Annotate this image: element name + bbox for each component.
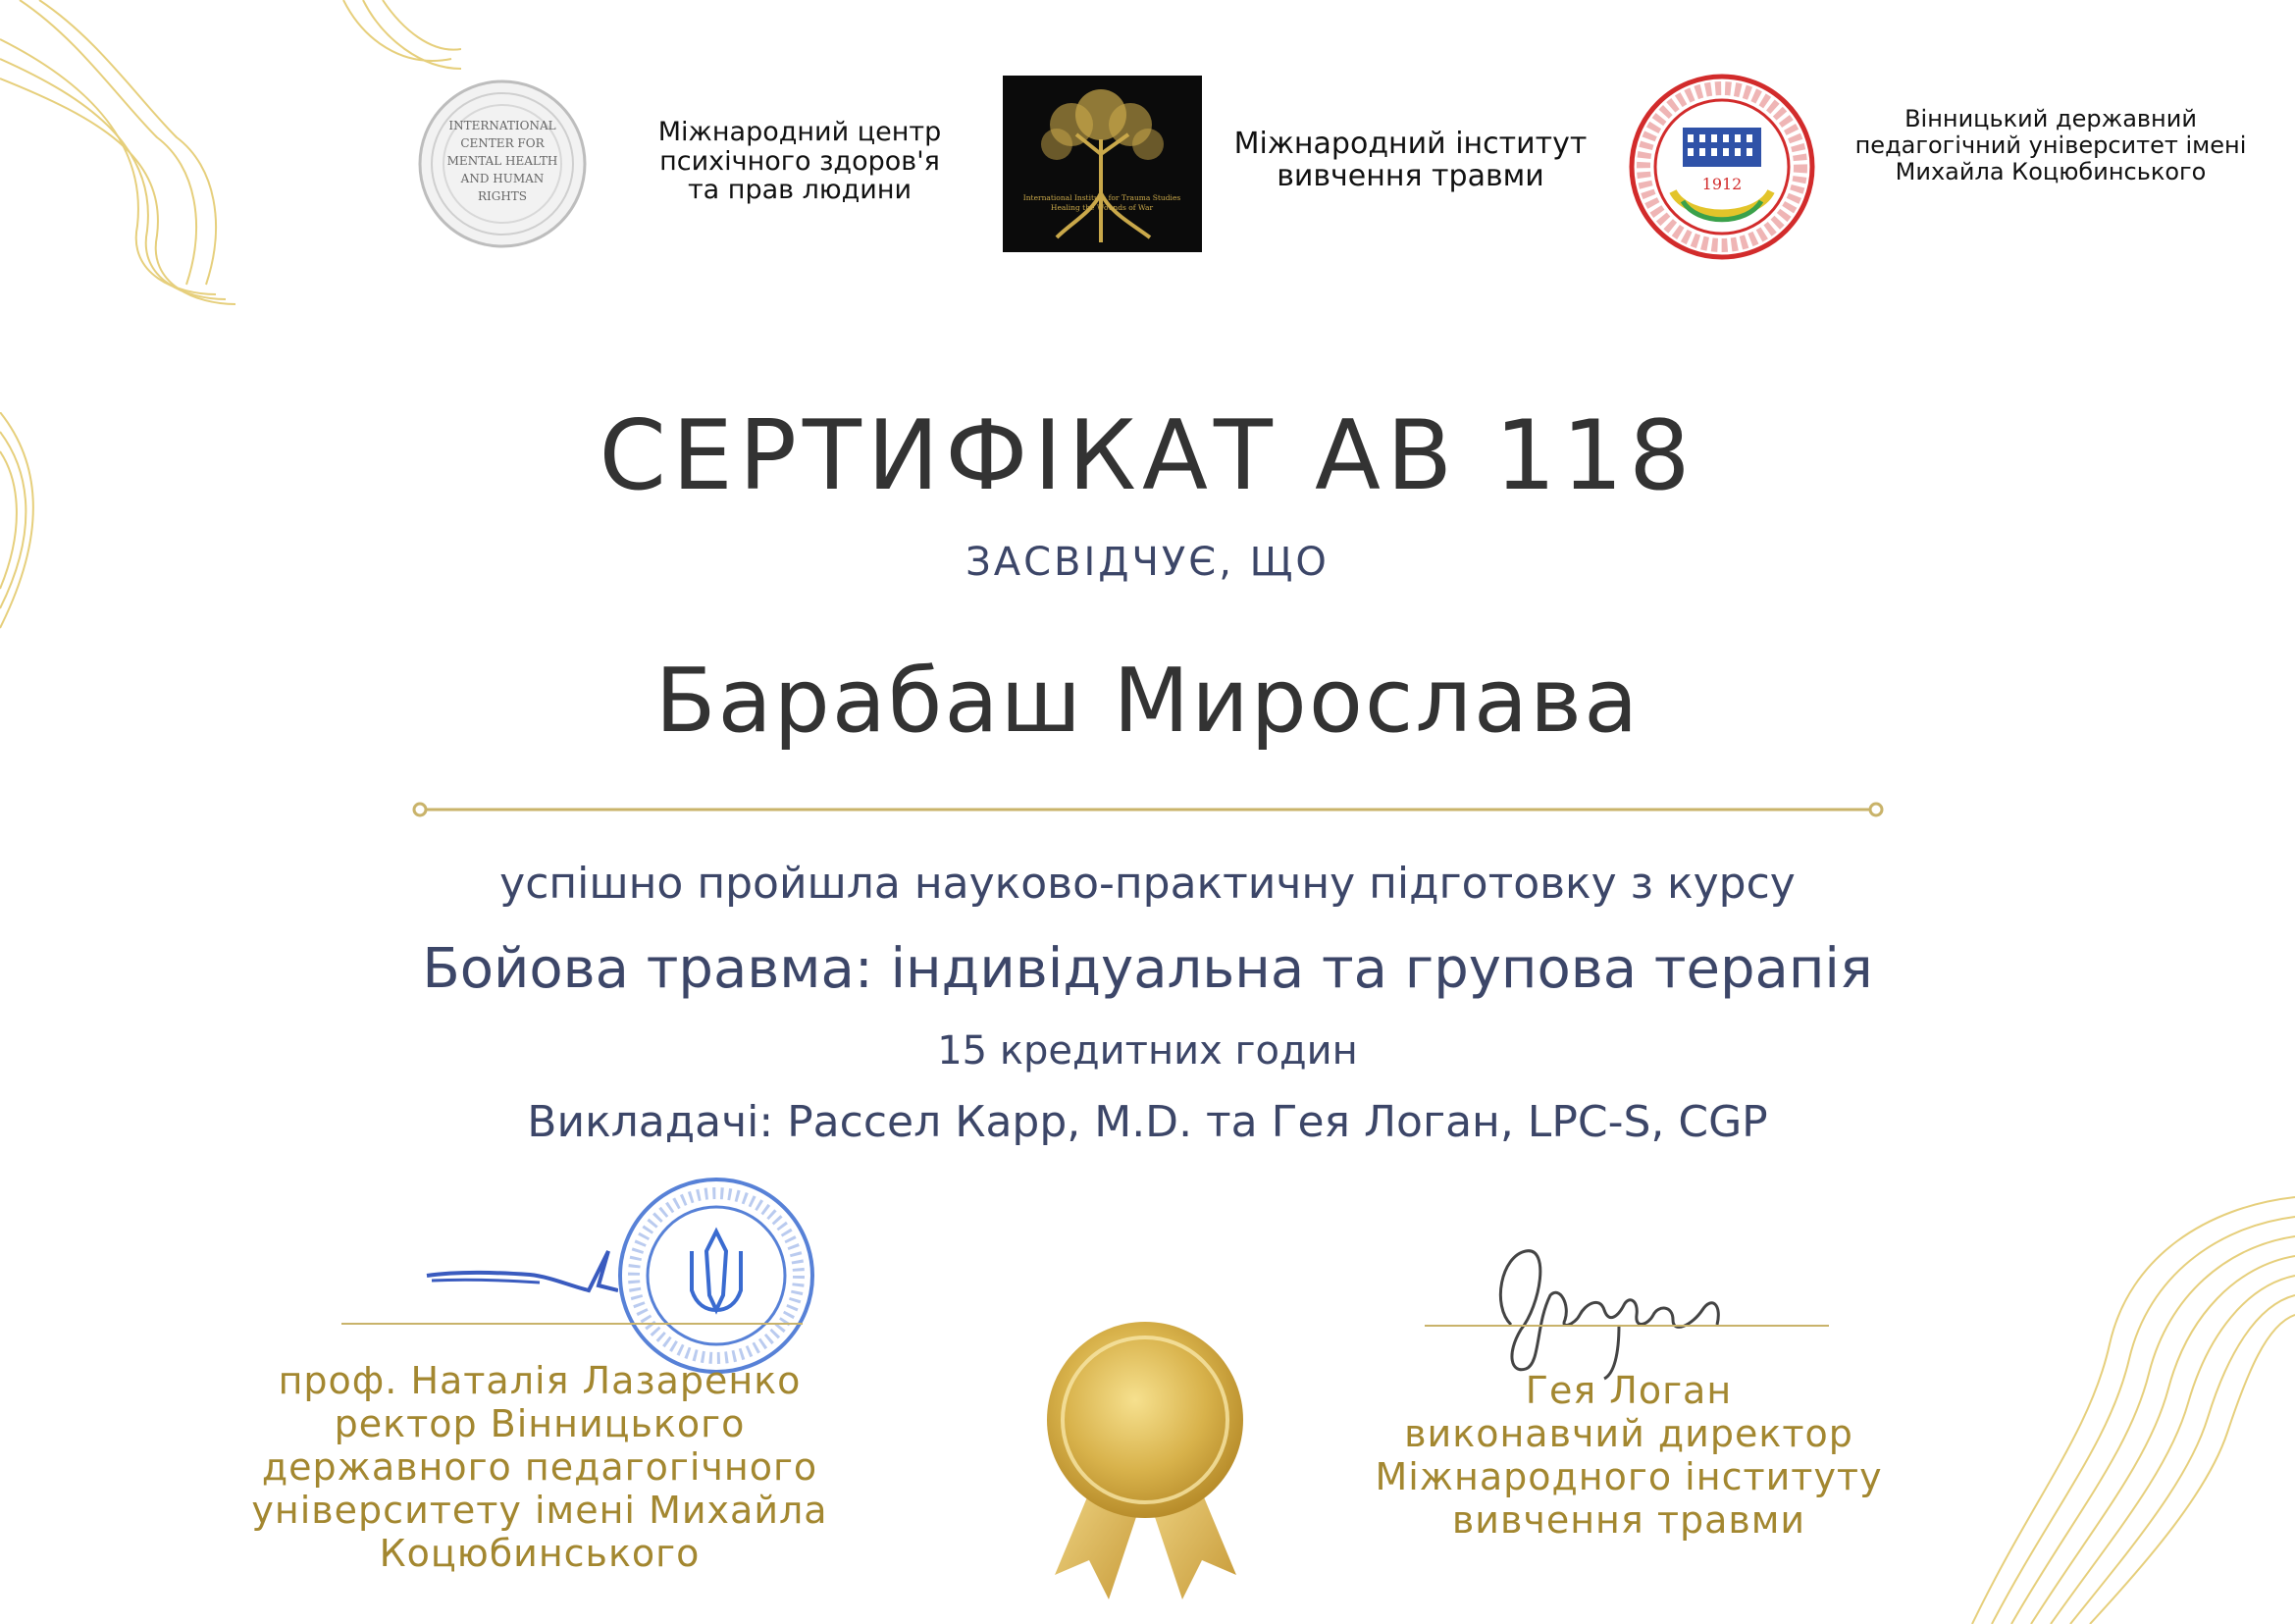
signer-right: [1334, 1369, 1923, 1542]
signer-left-line-5: Коцюбинського: [379, 1532, 701, 1576]
signature-line-right: [1425, 1325, 1829, 1327]
stamp-icon: [613, 1173, 819, 1379]
signer-right-line-1: Гея Логан: [1525, 1369, 1733, 1412]
signature-icon: [422, 1231, 618, 1310]
seal-year: 1912: [1701, 175, 1743, 193]
signer-left: [196, 1359, 883, 1575]
circle-logo-icon: [417, 79, 589, 250]
decorative-waves-bottom-right: [1913, 1178, 2295, 1624]
signer-left-line-4: університету імені Михайла: [251, 1489, 828, 1533]
course-title: Бойова травма: індивідуальна та групова терапія: [422, 937, 1873, 1001]
signer-right-line-3: Міжнародного інституту: [1375, 1455, 1883, 1499]
tree-logo-icon: [1003, 76, 1202, 252]
teachers: Викладачі: Рассел Карр, M.D. та Гея Логан, LPC-S, CGP: [527, 1097, 1768, 1147]
org1-line-3: та прав людини: [687, 175, 913, 206]
university-seal-icon: [1629, 74, 1815, 260]
logo1-line-3: MENTAL HEALTH: [446, 154, 558, 168]
org3-line-1: Вінницький державний: [1904, 105, 2197, 132]
signer-left-line-1: проф. Наталія Лазаренко: [278, 1359, 802, 1402]
org1-line-1: Міжнародний центр: [657, 117, 942, 147]
certificate-subtitle: ЗАСВІДЧУЄ, ЩО: [965, 540, 1330, 585]
decorative-waves-top-left: [0, 0, 461, 314]
org2-name: [1222, 128, 1599, 192]
logo2-line-2: Healing the Wounds of War: [1050, 203, 1154, 212]
signature-line-left: [341, 1323, 803, 1325]
org2-line-2: вивчення травми: [1277, 159, 1544, 193]
org3-line-2: педагогічний університет імені: [1854, 131, 2247, 159]
signer-right-line-2: виконавчий директор: [1404, 1412, 1853, 1456]
signer-right-line-4: вивчення травми: [1451, 1498, 1806, 1543]
org1-line-2: психічного здоров'я: [659, 145, 940, 177]
credit-hours: 15 кредитних годин: [937, 1028, 1358, 1074]
org1-name: [628, 118, 971, 205]
course-intro: успішно пройшла науково-практичну підготовку з курсу: [499, 859, 1796, 909]
org2-line-1: Міжнародний інститут: [1233, 127, 1588, 161]
logo1-line-2: CENTER FOR: [460, 136, 545, 150]
logo1-line-1: INTERNATIONAL: [448, 119, 556, 132]
divider-line: [412, 800, 1884, 819]
signer-left-line-2: ректор Вінницького: [334, 1402, 746, 1446]
logo1-line-4: AND HUMAN: [460, 172, 545, 185]
recipient-name: Барабаш Мирослава: [654, 650, 1641, 753]
medal-icon: [1035, 1310, 1256, 1604]
signer-left-line-3: державного педагогічного: [261, 1445, 818, 1490]
logo1-line-5: RIGHTS: [477, 189, 528, 203]
signature-icon: [1482, 1236, 1737, 1384]
org3-line-3: Михайла Коцюбинського: [1895, 157, 2207, 185]
org3-name: [1835, 106, 2267, 185]
certificate-title: СЕРТИФІКАТ АВ 118: [599, 400, 1696, 512]
logo2-line-1: International Institute for Trauma Studies: [1022, 193, 1181, 202]
